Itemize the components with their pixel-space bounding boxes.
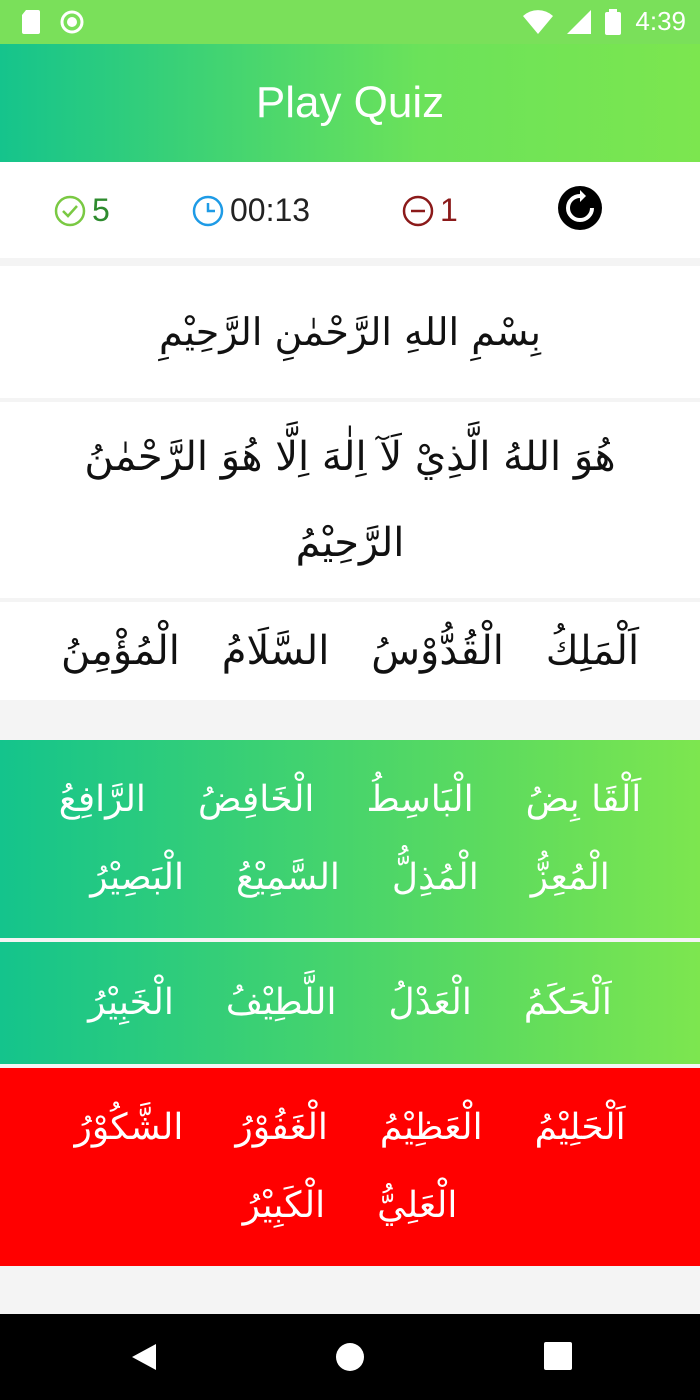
reset-button[interactable] bbox=[556, 184, 604, 232]
record-icon bbox=[60, 10, 84, 34]
home-icon[interactable] bbox=[335, 1342, 365, 1372]
answer-option-1[interactable] bbox=[0, 740, 700, 938]
correct-count bbox=[54, 192, 110, 229]
answer-option-3[interactable] bbox=[0, 1068, 700, 1266]
status-time: 4:39 bbox=[635, 6, 686, 36]
sd-card-icon bbox=[22, 10, 42, 34]
option-word: الْخَافِضُ bbox=[197, 779, 315, 820]
option-word: اَلْحَلِيْمُ bbox=[534, 1107, 626, 1148]
question-word: الْقُدُّوْسُ bbox=[371, 628, 504, 674]
answer-option-2[interactable] bbox=[0, 942, 700, 1064]
option-word: الْعَظِيْمُ bbox=[379, 1107, 483, 1148]
clock-icon bbox=[192, 195, 224, 227]
battery-icon bbox=[605, 9, 621, 35]
option-word: الْكَبِيْرُ bbox=[242, 1185, 326, 1226]
app-bar bbox=[0, 44, 700, 162]
question-line-2 bbox=[0, 402, 700, 598]
timer-value: 00:13 bbox=[230, 192, 311, 228]
option-word: الرَّافِعُ bbox=[58, 779, 146, 820]
option-word: الْمُذِلُّ bbox=[391, 857, 479, 898]
page-title: Play Quiz bbox=[255, 78, 445, 127]
back-icon[interactable] bbox=[130, 1342, 158, 1372]
option-word: الْغَفُوْرُ bbox=[235, 1107, 328, 1148]
option-word: الْبَاسِطُ bbox=[366, 779, 474, 820]
status-bar bbox=[0, 0, 700, 44]
option-word: الْمُعِزُّ bbox=[530, 857, 610, 898]
option-word: الْبَصِيْرُ bbox=[90, 857, 184, 898]
question-line-2-text: هُوَ اللهُ الَّذِيْ لَآ اِلٰهَ اِلَّا هُوَ الرَّحْمٰنُ الرَّحِيْمُ bbox=[84, 434, 616, 566]
question-word: السَّلَامُ bbox=[221, 628, 330, 674]
wrong-value: 1 bbox=[440, 192, 458, 228]
option-word: السَّمِيْعُ bbox=[236, 857, 340, 898]
question-line-1-text: بِسْمِ اللهِ الرَّحْمٰنِ الرَّحِيْمِ bbox=[159, 310, 541, 354]
question-word: الْمُؤْمِنُ bbox=[60, 628, 180, 674]
question-word: اَلْمَلِكُ bbox=[545, 628, 640, 674]
question-line-3 bbox=[0, 602, 700, 700]
option-word: اَلْحَكَمُ bbox=[523, 982, 612, 1023]
stats-bar bbox=[0, 162, 700, 258]
wrong-count bbox=[402, 192, 458, 229]
timer bbox=[192, 192, 310, 229]
check-circle-icon bbox=[54, 195, 86, 227]
question-line-1 bbox=[0, 266, 700, 398]
wifi-icon bbox=[523, 10, 553, 34]
recents-icon[interactable] bbox=[544, 1342, 572, 1370]
option-word: الْعَلِيُّ bbox=[377, 1185, 458, 1226]
minus-circle-icon bbox=[402, 195, 434, 227]
signal-icon bbox=[567, 10, 591, 34]
refresh-icon bbox=[556, 184, 604, 232]
option-word: اللَّطِيْفُ bbox=[225, 982, 337, 1023]
option-word: الْعَدْلُ bbox=[388, 982, 472, 1023]
option-word: اَلْقَا بِضُ bbox=[525, 779, 642, 820]
system-nav-bar bbox=[0, 1314, 700, 1400]
correct-value: 5 bbox=[92, 192, 110, 228]
option-word: الشَّكُوْرُ bbox=[74, 1107, 184, 1148]
option-word: الْخَبِيْرُ bbox=[88, 982, 174, 1023]
